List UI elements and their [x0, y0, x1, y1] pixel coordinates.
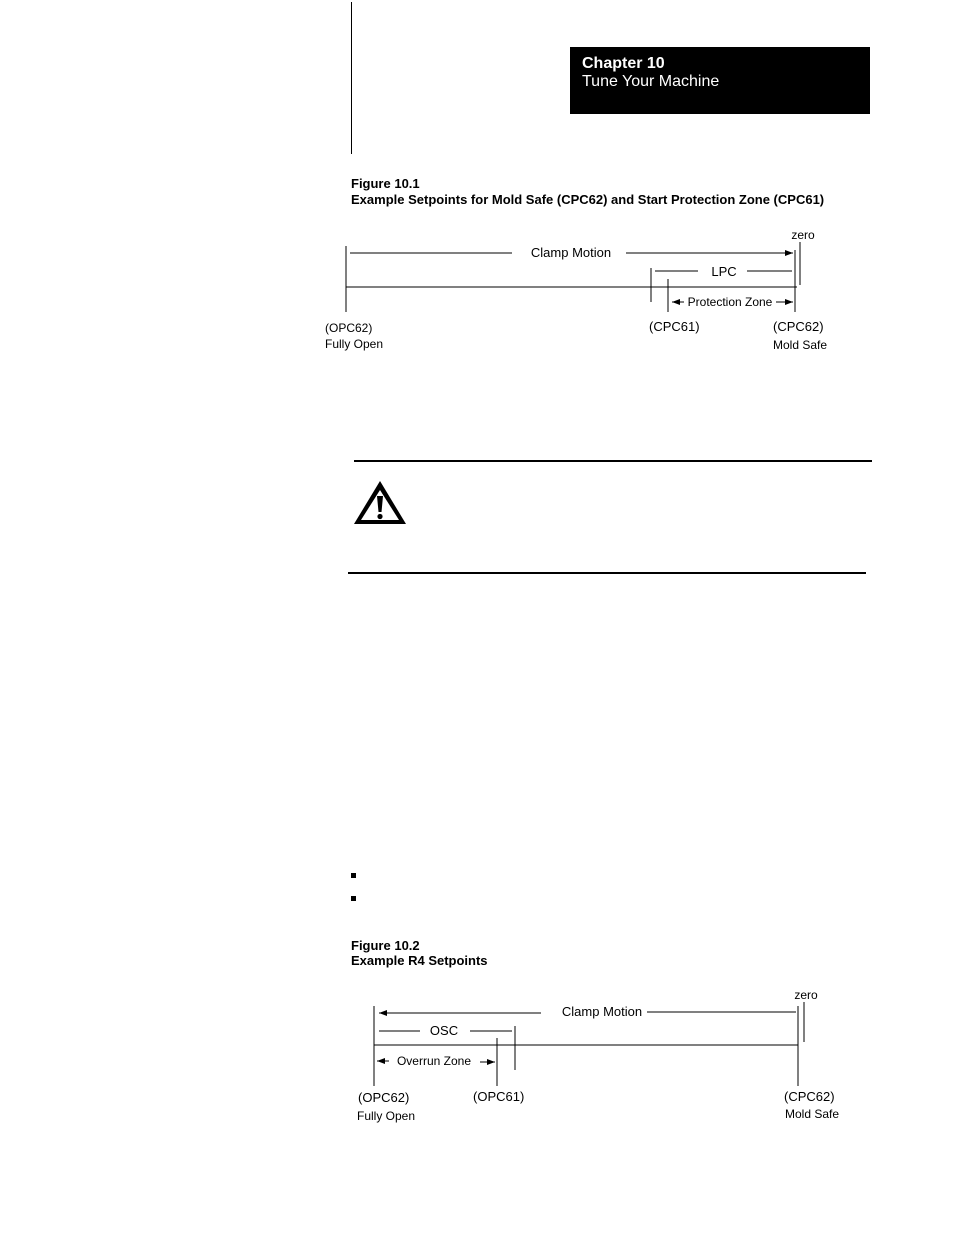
warning-bottom-rule	[348, 572, 866, 574]
figure-1-diagram	[0, 0, 954, 380]
mold-safe-label: Mold Safe	[773, 338, 828, 352]
bullet-marker-1	[351, 873, 356, 878]
warning-triangle-icon	[351, 478, 409, 528]
cpc62-label-2: (CPC62)	[784, 1089, 835, 1104]
zero-label-2: zero	[794, 988, 818, 1002]
lpc-label: LPC	[711, 264, 737, 279]
mold-safe-label-2: Mold Safe	[785, 1107, 840, 1121]
zero-label: zero	[791, 228, 815, 242]
chapter-title: Tune Your Machine	[582, 73, 720, 90]
figure-2-caption: Example R4 Setpoints	[351, 953, 488, 968]
figure-1-number: Figure 10.1	[351, 176, 420, 191]
osc-label: OSC	[429, 1023, 459, 1038]
cpc62-label: (CPC62)	[773, 319, 824, 334]
clamp-motion-label: Clamp Motion	[530, 245, 612, 260]
chapter-label: Chapter 10	[582, 55, 665, 72]
fully-open-label-2: Fully Open	[357, 1109, 416, 1123]
fully-open-label: Fully Open	[325, 337, 384, 351]
warning-top-rule	[354, 460, 872, 462]
overrun-zone-label: Overrun Zone	[396, 1054, 472, 1068]
clamp-motion-label-2: Clamp Motion	[561, 1004, 643, 1019]
protection-zone-label: Protection Zone	[687, 295, 773, 309]
figure-2-diagram	[0, 980, 954, 1140]
bullet-marker-2	[351, 896, 356, 901]
opc62-label-2: (OPC62)	[358, 1090, 410, 1105]
cpc61-label: (CPC61)	[649, 319, 700, 334]
opc61-label: (OPC61)	[473, 1089, 525, 1104]
opc62-label: (OPC62)	[325, 321, 373, 335]
figure-1-caption: Example Setpoints for Mold Safe (CPC62) and Start Protection Zone (CPC61)	[351, 192, 825, 207]
figure-2-number: Figure 10.2	[351, 938, 420, 953]
